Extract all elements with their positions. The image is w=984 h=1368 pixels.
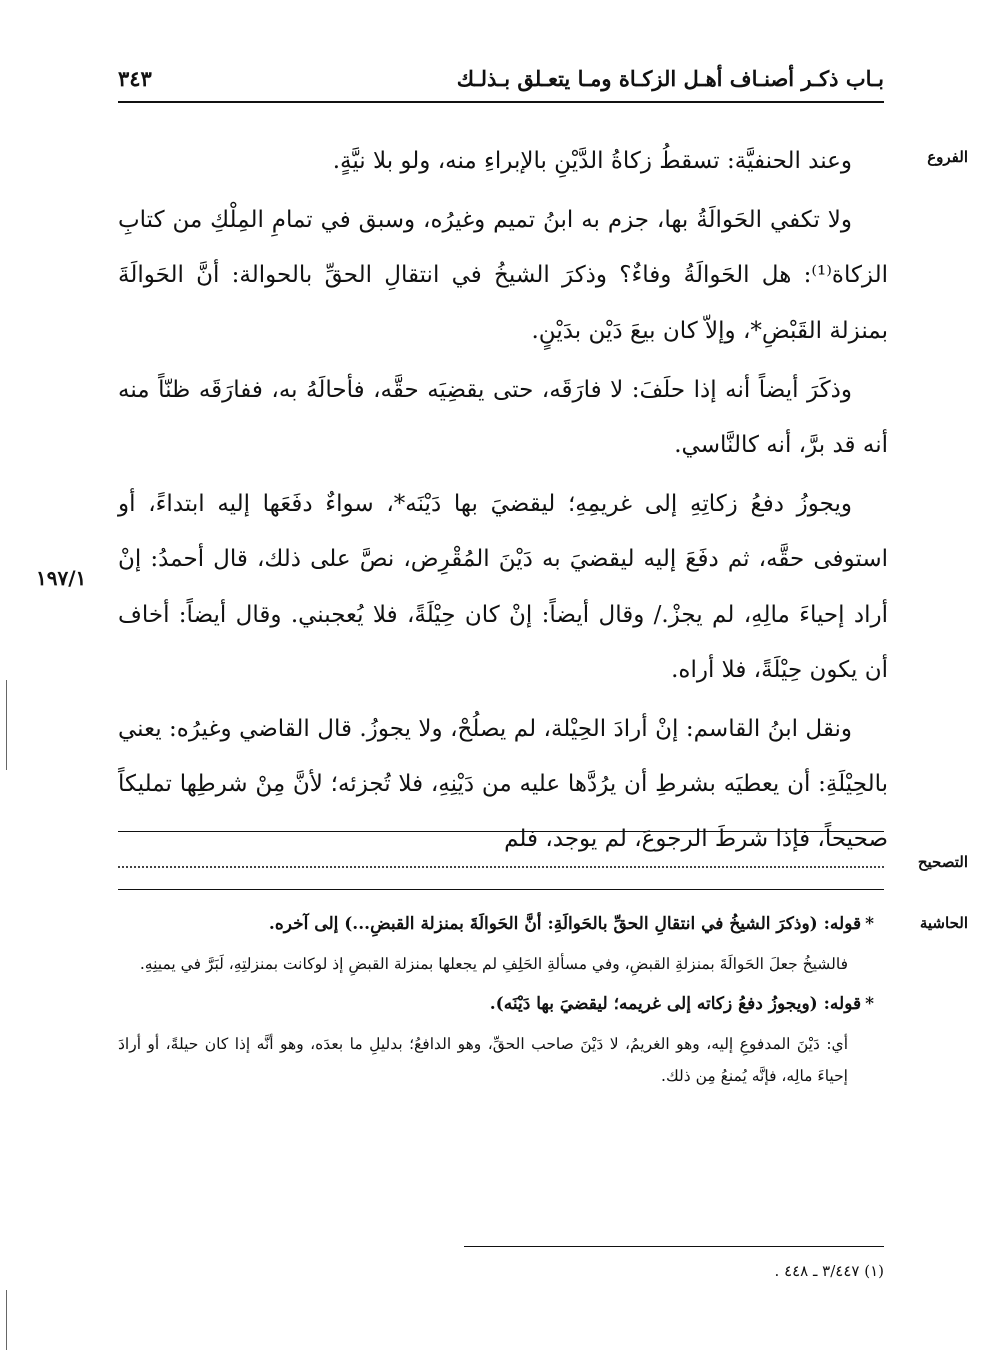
main-paragraph: ويجوزُ دفعُ زكاتِهِ إلى غريمِهِ؛ ليقضيَ بها دَيْنَه*، سواءٌ دفَعَها إليه ابتداءً، أو استوفى حقَّه، ثم دفَعَ إليه ليقضيَ به دَيْنَ المُقْرِض، نصَّ على ذلك، قال أحمدُ: إنْ أراد إحياءَ مالِهِ، لم يجزْ./ وقال أيضاً: إنْ كان حِيْلَةً، فلا يُعجبني. وقال أيضاً: أخاف أن يكون حِيْلَةً، فلا أراه. — [118, 491, 888, 683]
hashiya-note: أي: دَيْنَ المدفوعِ إليه، وهو الغريمُ، لا دَيْنَ صاحب الحقِّ، وهو الدافعُ؛ بدليلِ ما بعدَه، وهو أنَّه إذا كان حيلةً، أو أرادَ إحياءَ مالِه، فإنَّه يُمنعُ مِن ذلك. — [118, 1035, 848, 1085]
hashiya-section — [118, 906, 874, 1098]
main-paragraph: وذكَرَ أيضاً أنه إذا حلَفَ: لا فارَقَه، حتى يقضِيَه حقَّه، فأحالَهُ به، ففارَقَه ظنّاً منه أنه قد برَّ، أنه كالنَّاسي. — [118, 376, 888, 459]
footnote-rule — [464, 1246, 884, 1247]
asterisk-mark: * — [865, 994, 874, 1014]
main-paragraph: ولا تكفي الحَوالَةُ بها، جزم به ابنُ تميم وغيرُه، وسبق في تمامِ المِلْكِ من كتابِ الزكاة⁽¹⁾: هل الحَوالَةُ وفاءٌ؟ وذكرَ الشيخُ في انتقالِ الحقِّ بالحوالة: أنَّ الحَوالَةَ بمنزلة القَبْضِ*، وإلاّ كان بيعَ دَيْن بدَيْنٍ. — [118, 207, 888, 344]
hashiya-quote-text: قوله: (وذكرَ الشيخُ في انتقالِ الحقِّ بالحَوالَةِ: أنَّ الحَوالَةَ بمنزلة القبضِ...) إلى آخره. — [268, 914, 862, 934]
footnote: (١) ٣/٤٤٧ ـ ٤٤٨ . — [774, 1262, 884, 1280]
main-paragraph: وعند الحنفيَّة: تسقطُ زكاةُ الدَّيْنِ بالإبراءِ منه، ولو بلا نيَّةٍ. — [332, 148, 852, 174]
running-header — [118, 60, 884, 100]
text-end-rule — [118, 831, 884, 832]
main-text — [118, 134, 888, 872]
header-rule — [118, 101, 884, 103]
hashiya-note: فالشيخُ جعلَ الحَوالَةَ بمنزلةِ القبضِ، وفي مسألةِ الحَلِفِ لم يجعلها بمنزلة القبضِ إذ لوكانت بمنزلتِهِ، لَبَرَّ في يمينِهِ. — [139, 955, 848, 973]
margin-volume-reference: ١٩٧/١ — [36, 566, 87, 590]
hashiya-quote — [118, 986, 874, 1022]
hashiya-quote — [118, 906, 874, 942]
hashiya-quote-text: قوله: (ويجوزُ دفعُ زكاته إلى غريمه؛ ليقضيَ بها دَيْنَه). — [489, 994, 862, 1014]
running-title: بـاب ذكـر أصنـاف أهـل الزكـاة ومـا يتعـلق بـذلـك — [456, 66, 884, 91]
hashiya-top-rule — [118, 889, 884, 890]
main-paragraph: ونقل ابنُ القاسم: إنْ أرادَ الحِيْلة، لم يصلُحْ، ولا يجوزُ. قال القاضي وغيرُه: يعني بالحِيْلَةِ: أن يعطيَه بشرطِ أن يرُدَّها عليه من دَيْنِهِ، فلا تُجزئه؛ لأنَّ مِنْ شرطِها تمليكاً صحيحاً، فإذا شرطَ الرجوعَ، لم يوجد، فلم — [118, 716, 888, 853]
asterisk-mark: * — [865, 914, 874, 934]
scan-edge-mark — [6, 1290, 7, 1350]
margin-label-tashih: التصحيح — [917, 853, 968, 871]
scan-edge-mark — [6, 680, 7, 770]
page-number: ٣٤٣ — [118, 66, 152, 91]
tashih-dotted-line — [118, 866, 884, 868]
margin-label-hashiya: الحاشية — [919, 914, 968, 932]
margin-label-furu: الفروع — [927, 148, 968, 166]
